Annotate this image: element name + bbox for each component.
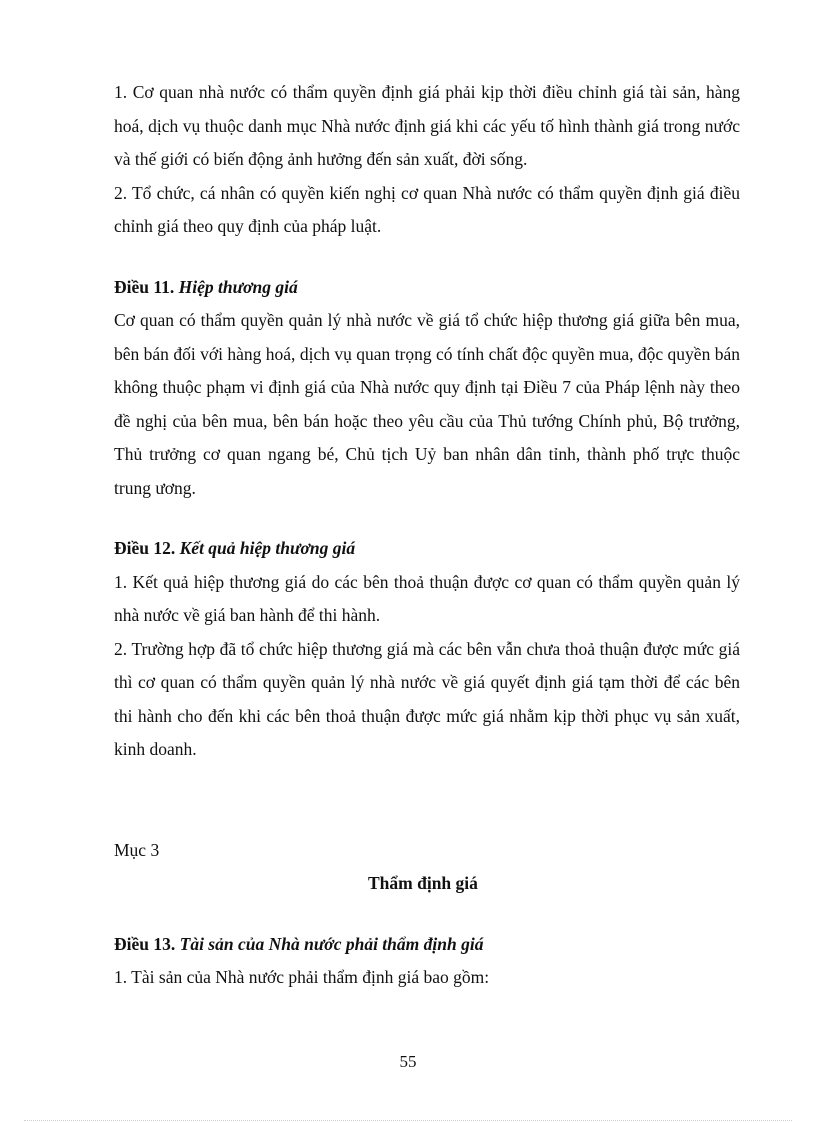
- page-number: 55: [399, 1052, 417, 1071]
- footer-divider: [24, 1120, 792, 1121]
- article-title: Hiệp thương giá: [178, 276, 298, 297]
- section-label: Mục 3: [114, 839, 160, 860]
- document-page: [114, 76, 740, 995]
- spacer: [114, 244, 740, 271]
- document-body: [114, 76, 740, 995]
- article-title: Tài sản của Nhà nước phải thẩm định giá: [179, 933, 484, 954]
- paragraph: 2. Tổ chức, cá nhân có quyền kiến nghị cơ quan Nhà nước có thẩm quyền định giá điều chỉnh giá theo quy định của pháp luật.: [114, 182, 740, 236]
- article-number: Điều 11.: [114, 276, 175, 297]
- paragraph: Cơ quan có thẩm quyền quản lý nhà nước về giá tổ chức hiệp thương giá giữa bên mua, bên bán đối với hàng hoá, dịch vụ quan trọng có tính chất độc quyền mua, độc quyền bán không thuộc phạm vi định giá của Nhà nước quy định tại Điều 7 của Pháp lệnh này theo đề nghị của bên mua, bên bán hoặc theo yêu cầu của Thủ tướng Chính phủ, Bộ trưởng, Thủ trưởng cơ quan ngang bé, Chủ tịch Uỷ ban nhân dân tỉnh, thành phố trực thuộc trung ương.: [114, 310, 740, 498]
- paragraph: 1. Tài sản của Nhà nước phải thẩm định giá bao gồm:: [114, 967, 490, 987]
- paragraph: 1. Cơ quan nhà nước có thẩm quyền định giá phải kịp thời điều chỉnh giá tài sản, hàng hoá, dịch vụ thuộc danh mục Nhà nước định giá khi các yếu tố hình thành giá trong nước và thế giới có biến động ảnh hưởng đến sản xuất, đời sống.: [114, 82, 740, 169]
- section-title: Thẩm định giá: [368, 873, 478, 893]
- article-title: Kết quả hiệp thương giá: [179, 538, 356, 558]
- paragraph: 2. Trường hợp đã tổ chức hiệp thương giá mà các bên vẫn chưa thoả thuận được mức giá thì cơ quan có thẩm quyền quản lý nhà nước về giá quyết định giá tạm thời để các bên thi hành cho đến khi các bên thoả thuận được mức giá nhằm kịp thời phục vụ sản xuất, kinh doanh.: [114, 638, 740, 759]
- article-number: Điều 13.: [114, 933, 176, 954]
- spacer: [114, 767, 740, 834]
- article-heading: [114, 928, 740, 962]
- article-heading: [114, 271, 740, 305]
- article-number: Điều 12.: [114, 538, 176, 558]
- spacer: [114, 901, 740, 928]
- spacer: [114, 505, 740, 532]
- article-heading: [114, 532, 740, 566]
- paragraph: 1. Kết quả hiệp thương giá do các bên thoả thuận được cơ quan có thẩm quyền quản lý nhà nước về giá ban hành để thi hành.: [114, 571, 740, 625]
